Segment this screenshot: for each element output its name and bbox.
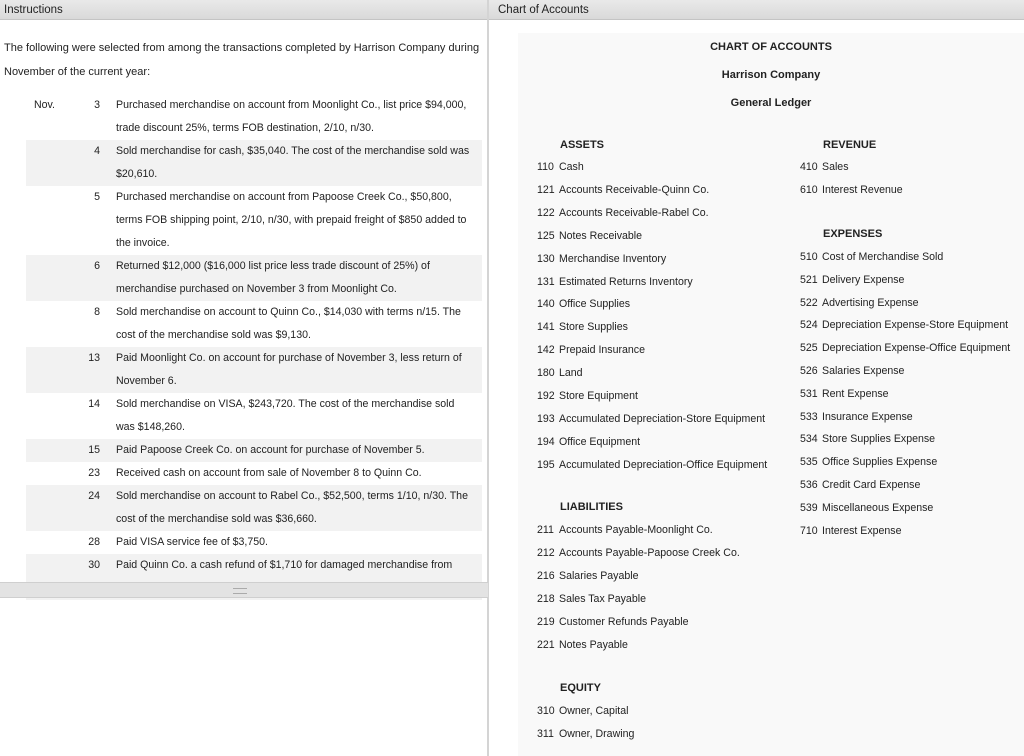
account-number: 539 [800,501,818,514]
liabilities-heading: LIABILITIES [560,501,623,513]
chart-of-accounts-panel [518,33,1024,756]
account-number: 410 [800,161,818,173]
account-name: Delivery Expense [822,273,905,286]
account-row [800,365,904,377]
transaction-day: 13 [74,347,116,393]
account-row [800,319,1008,331]
chart-of-accounts-tab[interactable]: Chart of Accounts [489,0,1024,20]
account-row [537,616,689,628]
account-number: 125 [537,229,555,242]
transactions-table [26,94,482,600]
account-number: 142 [537,344,555,357]
account-name: Miscellaneous Expense [822,501,934,514]
account-row [800,502,933,514]
table-row [26,94,482,140]
account-name: Insurance Expense [822,410,913,423]
account-name: Owner, Drawing [559,728,635,740]
account-name: Salaries Payable [559,569,639,582]
account-number: 536 [800,479,818,491]
transaction-day: 8 [94,306,100,318]
account-name: Store Supplies [559,321,628,334]
account-name: Office Supplies [559,298,631,311]
transaction-month [26,301,74,347]
account-name: Store Supplies Expense [822,433,936,446]
account-number: 212 [537,546,555,559]
account-number: 140 [537,298,555,311]
transaction-day: 28 [88,536,100,548]
account-name: Estimated Returns Inventory [559,275,693,288]
account-number: 110 [537,161,554,173]
revenue-heading: REVENUE [823,139,877,151]
account-row [537,276,693,288]
account-row [537,344,645,356]
transaction-day: 24 [74,485,116,531]
table-row [26,255,482,301]
account-row [537,413,765,425]
account-row [537,253,666,265]
account-number: 194 [537,435,555,448]
account-number: 525 [800,342,818,355]
account-row [800,388,889,400]
transaction-description: Sold merchandise for cash, $35,040. The cost of the merchandise sold was $20,610. [116,140,482,186]
transaction-day: 23 [88,467,100,479]
account-name: Depreciation Expense-Office Equipment [822,342,1011,355]
account-number: 533 [800,410,818,423]
expenses-heading: EXPENSES [823,228,883,240]
transaction-description: Received cash on account from sale of November 8 to Quinn Co. [116,467,422,479]
account-name: Notes Receivable [559,229,643,242]
transaction-description: Paid Papoose Creek Co. on account for purchase of November 5. [116,439,482,462]
account-number: 311 [537,728,554,740]
table-row [26,186,482,255]
account-row [800,274,904,286]
transaction-description: Paid Quinn Co. a cash refund of $1,710 for damaged merchandise from [116,554,482,600]
transaction-description: Sold merchandise on account to Quinn Co., $14,030 with terms n/15. The cost of the merchandise sold was $9,130. [116,306,461,341]
account-number: 192 [537,390,555,402]
account-row [800,184,903,196]
transaction-month [26,439,74,462]
transaction-day: 14 [88,398,100,410]
table-row [26,439,482,462]
transaction-day: 4 [74,140,116,186]
account-name: Customer Refunds Payable [559,615,689,628]
account-name: Accounts Payable-Papoose Creek Co. [559,546,740,559]
transaction-month [26,347,74,393]
account-name: Sales [822,161,849,173]
account-row [537,459,767,471]
account-number: 130 [537,252,555,265]
account-name: Cash [559,161,584,173]
account-row [800,342,1010,354]
transaction-month [26,462,74,485]
transaction-month: Nov. [34,99,55,111]
account-number: 193 [537,412,555,425]
account-name: Cost of Merchandise Sold [822,251,944,263]
table-row [26,347,482,393]
account-row [537,298,630,310]
transaction-month [26,485,74,531]
equity-heading: EQUITY [560,682,601,694]
account-number: 310 [537,705,555,717]
account-name: Accounts Receivable-Quinn Co. [559,183,710,196]
account-number: 121 [537,183,555,196]
transaction-month [26,393,74,439]
account-number: 216 [537,569,555,582]
transaction-description: Sold merchandise on account to Rabel Co., $52,500, terms 1/10, n/30. The cost of the merchandise sold was $36,660. [116,485,482,531]
account-number: 510 [800,251,818,263]
pane-divider[interactable] [487,0,489,756]
transaction-day: 3 [94,99,100,111]
transaction-month [26,186,74,255]
account-name: Notes Payable [559,638,628,651]
account-row [537,524,713,536]
table-row [26,462,482,485]
account-name: Accounts Receivable-Rabel Co. [559,206,709,219]
assets-heading: ASSETS [560,139,605,151]
account-number: 131 [537,275,555,288]
transaction-description: Purchased merchandise on account from Moonlight Co., list price $94,000, trade discount 25%, terms FOB destination, 2/10, n/30. [116,99,467,134]
transaction-day: 15 [74,439,116,462]
account-name: Interest Expense [822,524,902,537]
account-name: Office Supplies Expense [822,456,938,469]
transaction-day: 5 [94,191,100,203]
account-number: 710 [800,524,818,537]
account-row [537,547,740,559]
account-number: 535 [800,456,818,469]
account-row [537,639,628,651]
resize-grip-icon[interactable] [233,588,247,594]
transaction-description: Paid Moonlight Co. on account for purchase of November 3, less return of November 6. [116,347,482,393]
account-name: Accounts Payable-Moonlight Co. [559,524,713,536]
transaction-description: Purchased merchandise on account from Papoose Creek Co., $50,800, terms FOB shipping point, 2/10, n/30, with prepaid freight of $850 added to the invoice. [116,191,467,249]
account-row [537,705,628,717]
transaction-month [26,255,74,301]
account-row [537,728,634,740]
account-name: Salaries Expense [822,365,905,377]
account-number: 524 [800,319,818,332]
account-name: Merchandise Inventory [559,252,667,265]
transaction-month [26,531,74,554]
account-number: 141 [537,321,555,334]
account-name: Rent Expense [822,387,889,400]
transaction-month [26,140,74,186]
account-number: 211 [537,524,554,536]
transaction-description: Sold merchandise on VISA, $243,720. The cost of the merchandise sold was $148,260. [116,398,455,433]
account-row [537,436,640,448]
account-name: Land [559,367,583,380]
account-number: 610 [800,184,818,196]
ledger-name: General Ledger [730,97,812,109]
account-number: 221 [537,638,555,651]
instructions-tab[interactable]: Instructions [0,0,488,20]
account-name: Advertising Expense [822,296,919,309]
account-row [537,593,646,605]
table-row [26,393,482,439]
transaction-description: Paid VISA service fee of $3,750. [116,536,268,548]
table-row [26,531,482,554]
account-row [800,251,943,263]
account-row [800,161,849,173]
table-row [26,301,482,347]
account-name: Prepaid Insurance [559,344,645,357]
coa-title: CHART OF ACCOUNTS [710,41,832,53]
account-row [537,390,638,402]
account-number: 522 [800,296,818,309]
account-row [537,570,639,582]
account-row [800,433,935,445]
account-number: 180 [537,367,555,380]
account-name: Store Equipment [559,390,638,402]
account-number: 219 [537,615,555,628]
table-row [26,485,482,531]
account-name: Sales Tax Payable [559,592,646,605]
pane-resize-bar[interactable] [0,582,488,598]
account-number: 531 [800,387,818,400]
account-number: 218 [537,592,555,605]
account-name: Depreciation Expense-Store Equipment [822,319,1009,332]
account-number: 195 [537,458,555,471]
account-row [800,456,937,468]
transaction-description: Returned $12,000 ($16,000 list price less trade discount of 25%) of merchandise purchased on November 3 from Moonlight Co. [116,255,482,301]
account-row [537,230,642,242]
account-row [537,184,709,196]
account-row [537,161,584,173]
account-name: Accumulated Depreciation-Store Equipment [559,412,766,425]
table-row [26,140,482,186]
account-name: Credit Card Expense [822,479,921,491]
account-row [537,207,709,219]
account-name: Owner, Capital [559,705,629,717]
account-row [800,525,902,537]
account-name: Office Equipment [559,435,641,448]
account-row [800,297,919,309]
account-number: 521 [800,273,818,286]
account-row [537,321,628,333]
account-number: 534 [800,433,818,446]
account-name: Accumulated Depreciation-Office Equipment [559,458,768,471]
account-row [800,479,920,491]
account-name: Interest Revenue [822,184,903,196]
account-number: 526 [800,365,818,377]
account-row [537,367,583,379]
transaction-day: 30 [74,554,116,600]
company-name: Harrison Company [721,69,821,81]
account-number: 122 [537,206,555,219]
account-row [800,411,913,423]
transaction-day: 6 [74,255,116,301]
instructions-intro: The following were selected from among the transactions completed by Harrison Company during November of the current year: [4,42,480,78]
